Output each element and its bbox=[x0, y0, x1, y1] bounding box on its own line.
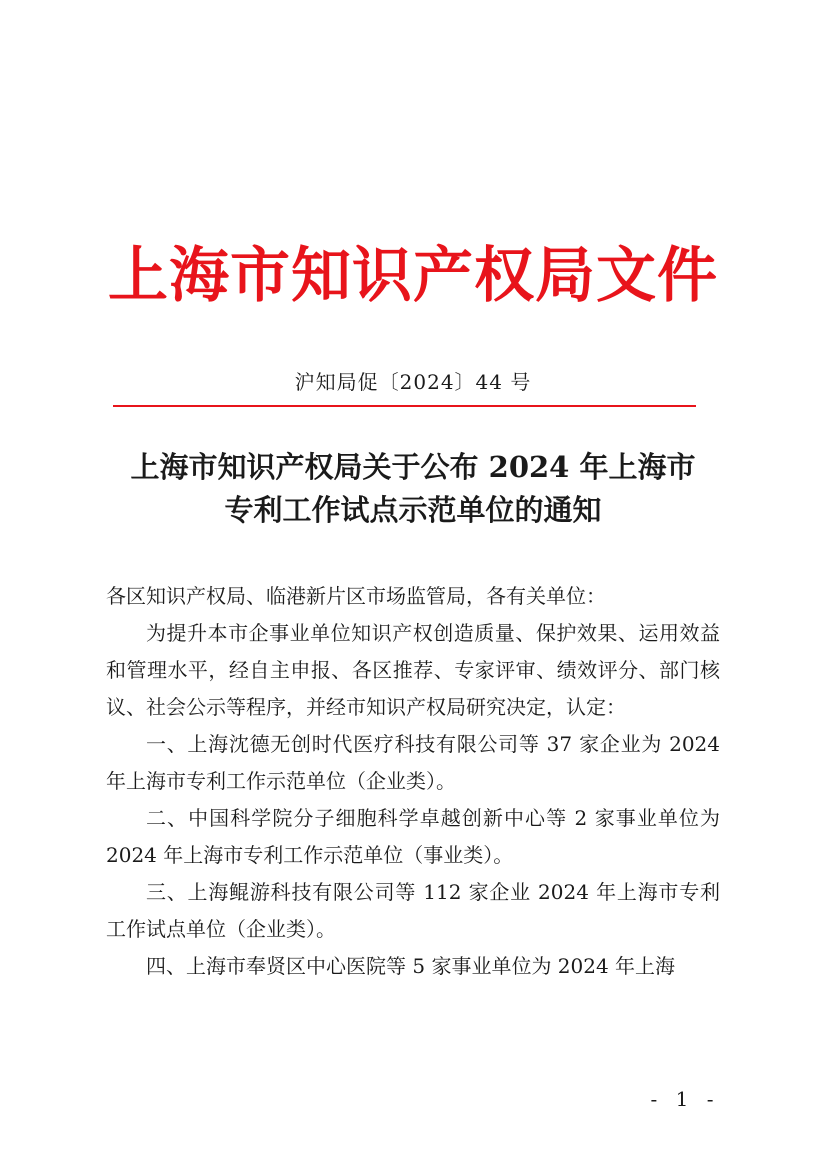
notice-title-line-2: 专利工作试点示范单位的通知 bbox=[224, 493, 602, 527]
notice-title bbox=[0, 446, 826, 532]
masthead-title: 上海市知识产权局文件 bbox=[108, 241, 718, 311]
paragraph-item-4: 四、上海市奉贤区中心医院等 5 家事业单位为 2024 年上海 bbox=[146, 954, 676, 978]
document-number: 沪知局促〔2024〕44 号 bbox=[294, 370, 532, 394]
paragraph-item-1: 一、上海沈德无创时代医疗科技有限公司等 37 家企业为 2024 年上海市专利工作示范单位（企业类）。 bbox=[106, 732, 720, 793]
page-number: - 1 - bbox=[650, 1087, 720, 1111]
red-divider-line bbox=[113, 405, 696, 407]
salutation: 各区知识产权局、临港新片区市场监管局，各有关单位： bbox=[106, 584, 606, 608]
paragraph-item-3: 三、上海鲲游科技有限公司等 112 家企业 2024 年上海市专利工作试点单位（企业类）。 bbox=[106, 880, 720, 941]
notice-body bbox=[106, 578, 720, 985]
paragraph-item-2: 二、中国科学院分子细胞科学卓越创新中心等 2 家事业单位为 2024 年上海市专利工作示范单位（事业类）。 bbox=[106, 806, 720, 867]
notice-title-line-1: 上海市知识产权局关于公布 2024 年上海市 bbox=[130, 450, 696, 484]
paragraph-intro: 为提升本市企事业单位知识产权创造质量、保护效果、运用效益和管理水平，经自主申报、各区推荐、专家评审、绩效评分、部门核议、社会公示等程序，并经市知识产权局研究决定，认定： bbox=[106, 621, 720, 719]
